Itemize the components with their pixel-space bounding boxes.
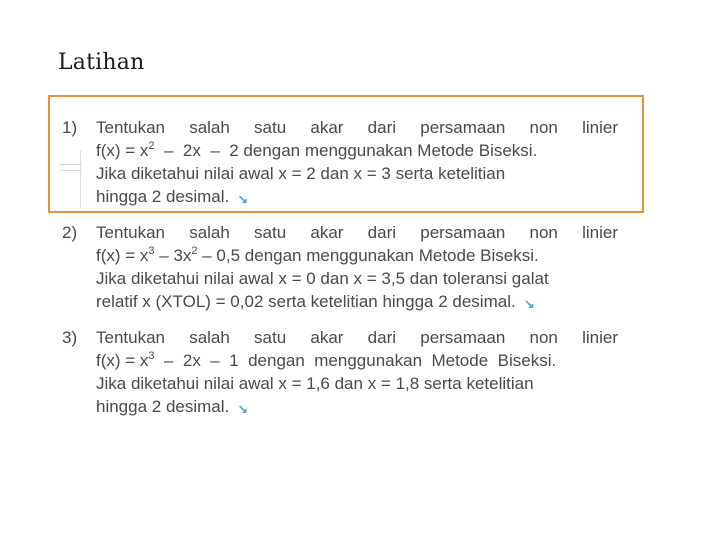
exercise-text: hingga 2 desimal. xyxy=(96,397,230,416)
equation-text: – 2x – 1 dengan menggunakan Metode Biseksi. xyxy=(154,351,557,370)
equation-text: – 3x xyxy=(154,246,192,265)
exercise-text: hingga 2 desimal. xyxy=(96,187,230,206)
word: satu xyxy=(254,223,287,242)
return-arrow-icon: ↘ xyxy=(237,192,249,207)
exercise-number: 1) xyxy=(62,118,78,137)
exercise-line: Jika diketahui nilai awal x = 2 dan x = 3 serta ketelitian xyxy=(96,164,506,183)
equation-text: f(x) = x xyxy=(96,141,149,160)
word: dari xyxy=(367,223,397,242)
word: satu xyxy=(254,328,287,347)
exercise-line xyxy=(96,116,618,139)
exercise-line xyxy=(96,395,618,419)
equation-text: f(x) = x xyxy=(96,246,149,265)
exponent: 3 xyxy=(148,245,155,257)
exercise-2 xyxy=(62,221,618,314)
word: non xyxy=(529,328,558,347)
equation-line xyxy=(96,244,618,267)
word: linier xyxy=(582,328,618,347)
exercise-3 xyxy=(62,326,618,419)
return-arrow-icon: ↘ xyxy=(237,402,249,417)
word: Tentukan xyxy=(96,223,165,242)
exercise-line: Jika diketahui nilai awal x = 0 dan x = 3,5 dan toleransi galat xyxy=(96,269,549,288)
return-arrow-icon: ↘ xyxy=(523,297,535,312)
word: salah xyxy=(189,223,230,242)
exponent: 2 xyxy=(148,140,155,152)
equation-text: – 0,5 dengan menggunakan Metode Biseksi. xyxy=(197,246,539,265)
word: akar xyxy=(310,118,344,137)
word: linier xyxy=(582,118,618,137)
exercise-number: 3) xyxy=(62,328,78,347)
exercise-text: relatif x (XTOL) = 0,02 serta ketelitian hingga 2 desimal. xyxy=(96,292,516,311)
word: Tentukan xyxy=(96,118,165,137)
word: akar xyxy=(310,223,344,242)
word: Tentukan xyxy=(96,328,165,347)
word: persamaan xyxy=(420,118,506,137)
word: persamaan xyxy=(420,223,506,242)
word: non xyxy=(529,118,558,137)
exercise-line xyxy=(96,290,618,314)
word: salah xyxy=(189,118,230,137)
equation-text: – 2x – 2 dengan menggunakan Metode Biseksi. xyxy=(154,141,538,160)
exponent: 2 xyxy=(191,245,198,257)
exercise-line xyxy=(96,185,618,209)
exercise-line: Jika diketahui nilai awal x = 1,6 dan x = 1,8 serta ketelitian xyxy=(96,374,534,393)
equation-line xyxy=(96,349,618,372)
exercise-number: 2) xyxy=(62,223,78,242)
slide-title: Latihan xyxy=(58,50,145,75)
word: dari xyxy=(367,118,397,137)
word: persamaan xyxy=(420,328,506,347)
equation-line xyxy=(96,139,618,162)
exercise-1 xyxy=(62,116,618,209)
exercise-line xyxy=(96,221,618,244)
word: dari xyxy=(367,328,397,347)
word: linier xyxy=(582,223,618,242)
word: non xyxy=(529,223,558,242)
equation-text: f(x) = x xyxy=(96,351,149,370)
word: akar xyxy=(310,328,344,347)
word: satu xyxy=(254,118,287,137)
exponent: 3 xyxy=(148,350,155,362)
exercise-line xyxy=(96,326,618,349)
word: salah xyxy=(189,328,230,347)
